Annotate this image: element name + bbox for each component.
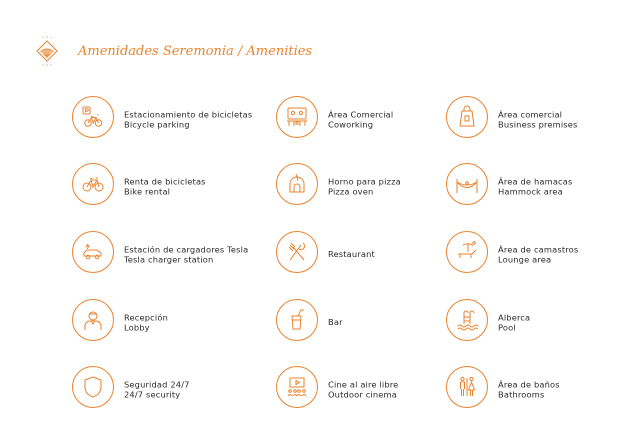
amenity-label — [498, 380, 560, 399]
amenity-tesla-charger — [72, 231, 272, 279]
amenity-name-es: Renta de bicicletas — [124, 176, 206, 187]
bicycle-parking-icon — [80, 104, 106, 130]
amenity-icon-circle — [276, 163, 318, 205]
bathrooms-icon — [454, 374, 480, 400]
amenity-name-en: Bike rental — [124, 186, 171, 196]
amenity-bathrooms — [446, 366, 634, 414]
amenity-pool — [446, 299, 634, 347]
amenity-lounge-area — [446, 231, 634, 279]
amenity-icon-circle — [276, 366, 318, 408]
reception-icon — [80, 307, 106, 333]
amenity-lobby — [72, 299, 272, 347]
amenity-icon-circle — [446, 231, 488, 273]
amenity-label — [498, 245, 578, 264]
bicycle-icon — [80, 171, 106, 197]
lounge-chair-icon — [454, 239, 480, 265]
restaurant-icon — [284, 239, 310, 265]
cinema-icon — [284, 374, 310, 400]
amenity-name-es: Área comercial — [498, 109, 563, 120]
amenity-icon-circle — [446, 299, 488, 341]
amenity-business-premises — [446, 96, 634, 144]
amenity-name-en: 24/7 security — [124, 389, 181, 399]
amenity-icon-circle — [446, 366, 488, 408]
amenity-label — [498, 313, 530, 332]
amenity-name-es: Bar — [328, 317, 343, 328]
amenity-name-en: Hammock area — [498, 186, 563, 196]
amenity-icon-circle — [72, 163, 114, 205]
pizza-oven-icon — [284, 171, 310, 197]
amenity-name-es: Recepción — [124, 312, 168, 323]
amenity-security — [72, 366, 272, 414]
amenity-icon-circle — [276, 96, 318, 138]
ev-charger-icon — [80, 239, 106, 265]
amenity-bicycle-parking — [72, 96, 272, 144]
amenity-icon-circle — [446, 96, 488, 138]
amenity-name-es: Cine al aire libre — [328, 379, 399, 390]
amenity-name-es: Área de camastros — [498, 244, 579, 255]
amenity-name-en: Business premises — [498, 119, 578, 129]
amenity-label — [328, 380, 398, 399]
page-title: Amenidades Seremonia / Amenities — [78, 44, 313, 59]
amenity-icon-circle — [72, 231, 114, 273]
bar-icon — [284, 307, 310, 333]
amenity-name-es: Restaurant — [328, 249, 375, 260]
amenity-label — [328, 110, 393, 129]
amenity-name-es: Área de hamacas — [498, 176, 573, 187]
amenity-name-es: Horno para pizza — [328, 176, 401, 187]
amenity-name-en: Lounge area — [498, 254, 552, 264]
amenity-bike-rental — [72, 163, 272, 211]
amenity-name-es: Estación de cargadores Tesla — [124, 244, 249, 255]
amenity-name-es: Alberca — [498, 312, 531, 323]
amenity-label — [328, 250, 375, 260]
hammock-icon — [454, 171, 480, 197]
amenity-name-en: Pizza oven — [328, 186, 374, 196]
amenity-label — [124, 110, 252, 129]
amenity-label — [124, 177, 206, 196]
amenity-label — [124, 380, 190, 399]
amenity-name-en: Outdoor cinema — [328, 389, 398, 399]
amenity-name-es: Estacionamiento de bicicletas — [124, 109, 253, 120]
amenity-icon-circle — [276, 231, 318, 273]
amenity-label — [498, 177, 572, 196]
amenity-label — [498, 110, 578, 129]
amenity-label — [124, 313, 168, 332]
amenity-name-en: Bicycle parking — [124, 119, 190, 129]
amenity-label — [328, 177, 401, 196]
amenity-icon-circle — [72, 366, 114, 408]
amenity-name-es: Área Comercial — [328, 109, 394, 120]
amenity-name-en: Coworking — [328, 119, 374, 129]
amenity-icon-circle — [72, 96, 114, 138]
amenity-name-en: Pool — [498, 322, 516, 332]
amenity-hammock-area — [446, 163, 634, 211]
amenity-label — [328, 318, 343, 328]
amenity-name-en: Tesla charger station — [124, 254, 214, 264]
amenity-label — [124, 245, 248, 264]
amenity-icon-circle — [446, 163, 488, 205]
security-shield-icon — [80, 374, 106, 400]
pool-icon — [454, 307, 480, 333]
amenity-name-es: Área de baños — [498, 379, 560, 390]
amenity-name-en: Bathrooms — [498, 389, 545, 399]
amenity-icon-circle — [276, 299, 318, 341]
amenity-icon-circle — [72, 299, 114, 341]
business-premises-icon — [454, 104, 480, 130]
amenity-name-es: Seguridad 24/7 — [124, 379, 190, 390]
amenity-name-en: Lobby — [124, 322, 150, 332]
coworking-icon — [284, 104, 310, 130]
